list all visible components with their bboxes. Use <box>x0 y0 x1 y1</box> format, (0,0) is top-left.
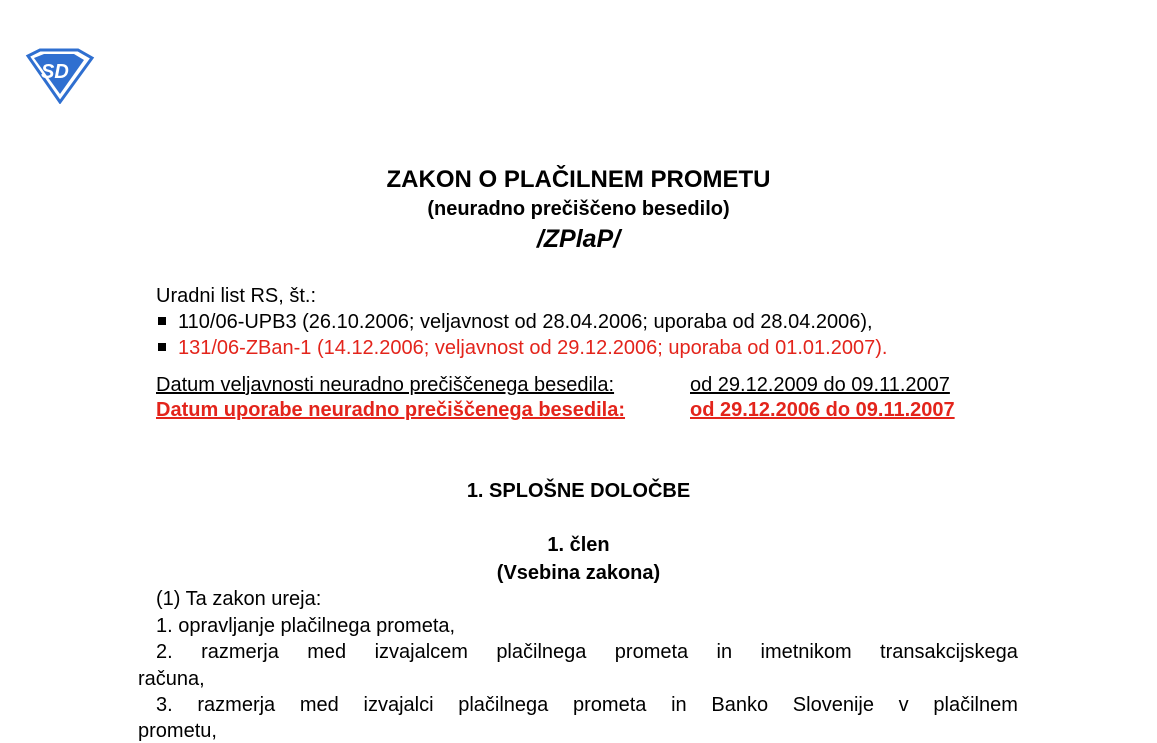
article-item-3-cont: prometu, <box>138 720 217 742</box>
word: plačilnega <box>458 694 549 716</box>
gazette-entry-text-amended: 131/06-ZBan-1 (14.12.2006; veljavnost od 29.12.2006; uporaba od 01.01.2007). <box>178 337 888 359</box>
section-heading: 1. SPLOŠNE DOLOČBE <box>466 480 691 502</box>
gazette-entry-1 <box>158 310 873 334</box>
word: in <box>671 694 687 716</box>
article-item-3-line <box>156 693 1018 717</box>
bullet-icon <box>158 317 166 325</box>
application-value: od 29.12.2006 do 09.11.2007 <box>690 399 955 421</box>
word: izvajalcem <box>374 641 468 663</box>
word: Slovenije <box>792 694 874 716</box>
word: prometa <box>614 641 689 663</box>
word: 3. <box>156 694 173 716</box>
article-item-2-line <box>156 640 1018 664</box>
word: transakcijskega <box>880 641 1018 663</box>
validity-value: od 29.12.2009 do 09.11.2007 <box>690 374 950 396</box>
document-subtitle: (neuradno prečiščeno besedilo) <box>427 198 730 220</box>
gazette-intro: Uradni list RS, št.: <box>156 285 317 307</box>
word: plačilnem <box>933 694 1018 716</box>
word: plačilnega <box>496 641 587 663</box>
word: izvajalci <box>363 694 434 716</box>
document-title: ZAKON O PLAČILNEM PROMETU <box>386 166 771 193</box>
word: v <box>898 694 909 716</box>
document-abbreviation: /ZPlaP/ <box>536 225 621 253</box>
article-title: (Vsebina zakona) <box>496 562 661 584</box>
word: med <box>307 641 347 663</box>
word: razmerja <box>201 641 279 663</box>
word: razmerja <box>197 694 276 716</box>
company-logo <box>22 48 96 104</box>
word: Banko <box>711 694 769 716</box>
shield-logo-icon <box>22 48 96 104</box>
gazette-entry-2 <box>158 336 887 360</box>
gazette-entry-text: 110/06-UPB3 (26.10.2006; veljavnost od 28.04.2006; uporaba od 28.04.2006), <box>178 311 873 333</box>
application-label: Datum uporabe neuradno prečiščenega besedila: <box>156 399 626 421</box>
word: prometa <box>573 694 647 716</box>
validity-label: Datum veljavnosti neuradno prečiščenega besedila: <box>156 374 615 396</box>
word: imetnikom <box>760 641 852 663</box>
word: in <box>716 641 733 663</box>
logo-text: SD <box>41 61 69 83</box>
article-number: 1. člen <box>547 534 610 556</box>
bullet-icon <box>158 343 166 351</box>
article-item-2-cont: računa, <box>138 668 205 690</box>
article-intro: (1) Ta zakon ureja: <box>156 588 322 610</box>
word: med <box>299 694 339 716</box>
word: 2. <box>156 641 173 663</box>
article-item-1: 1. opravljanje plačilnega prometa, <box>156 615 456 637</box>
